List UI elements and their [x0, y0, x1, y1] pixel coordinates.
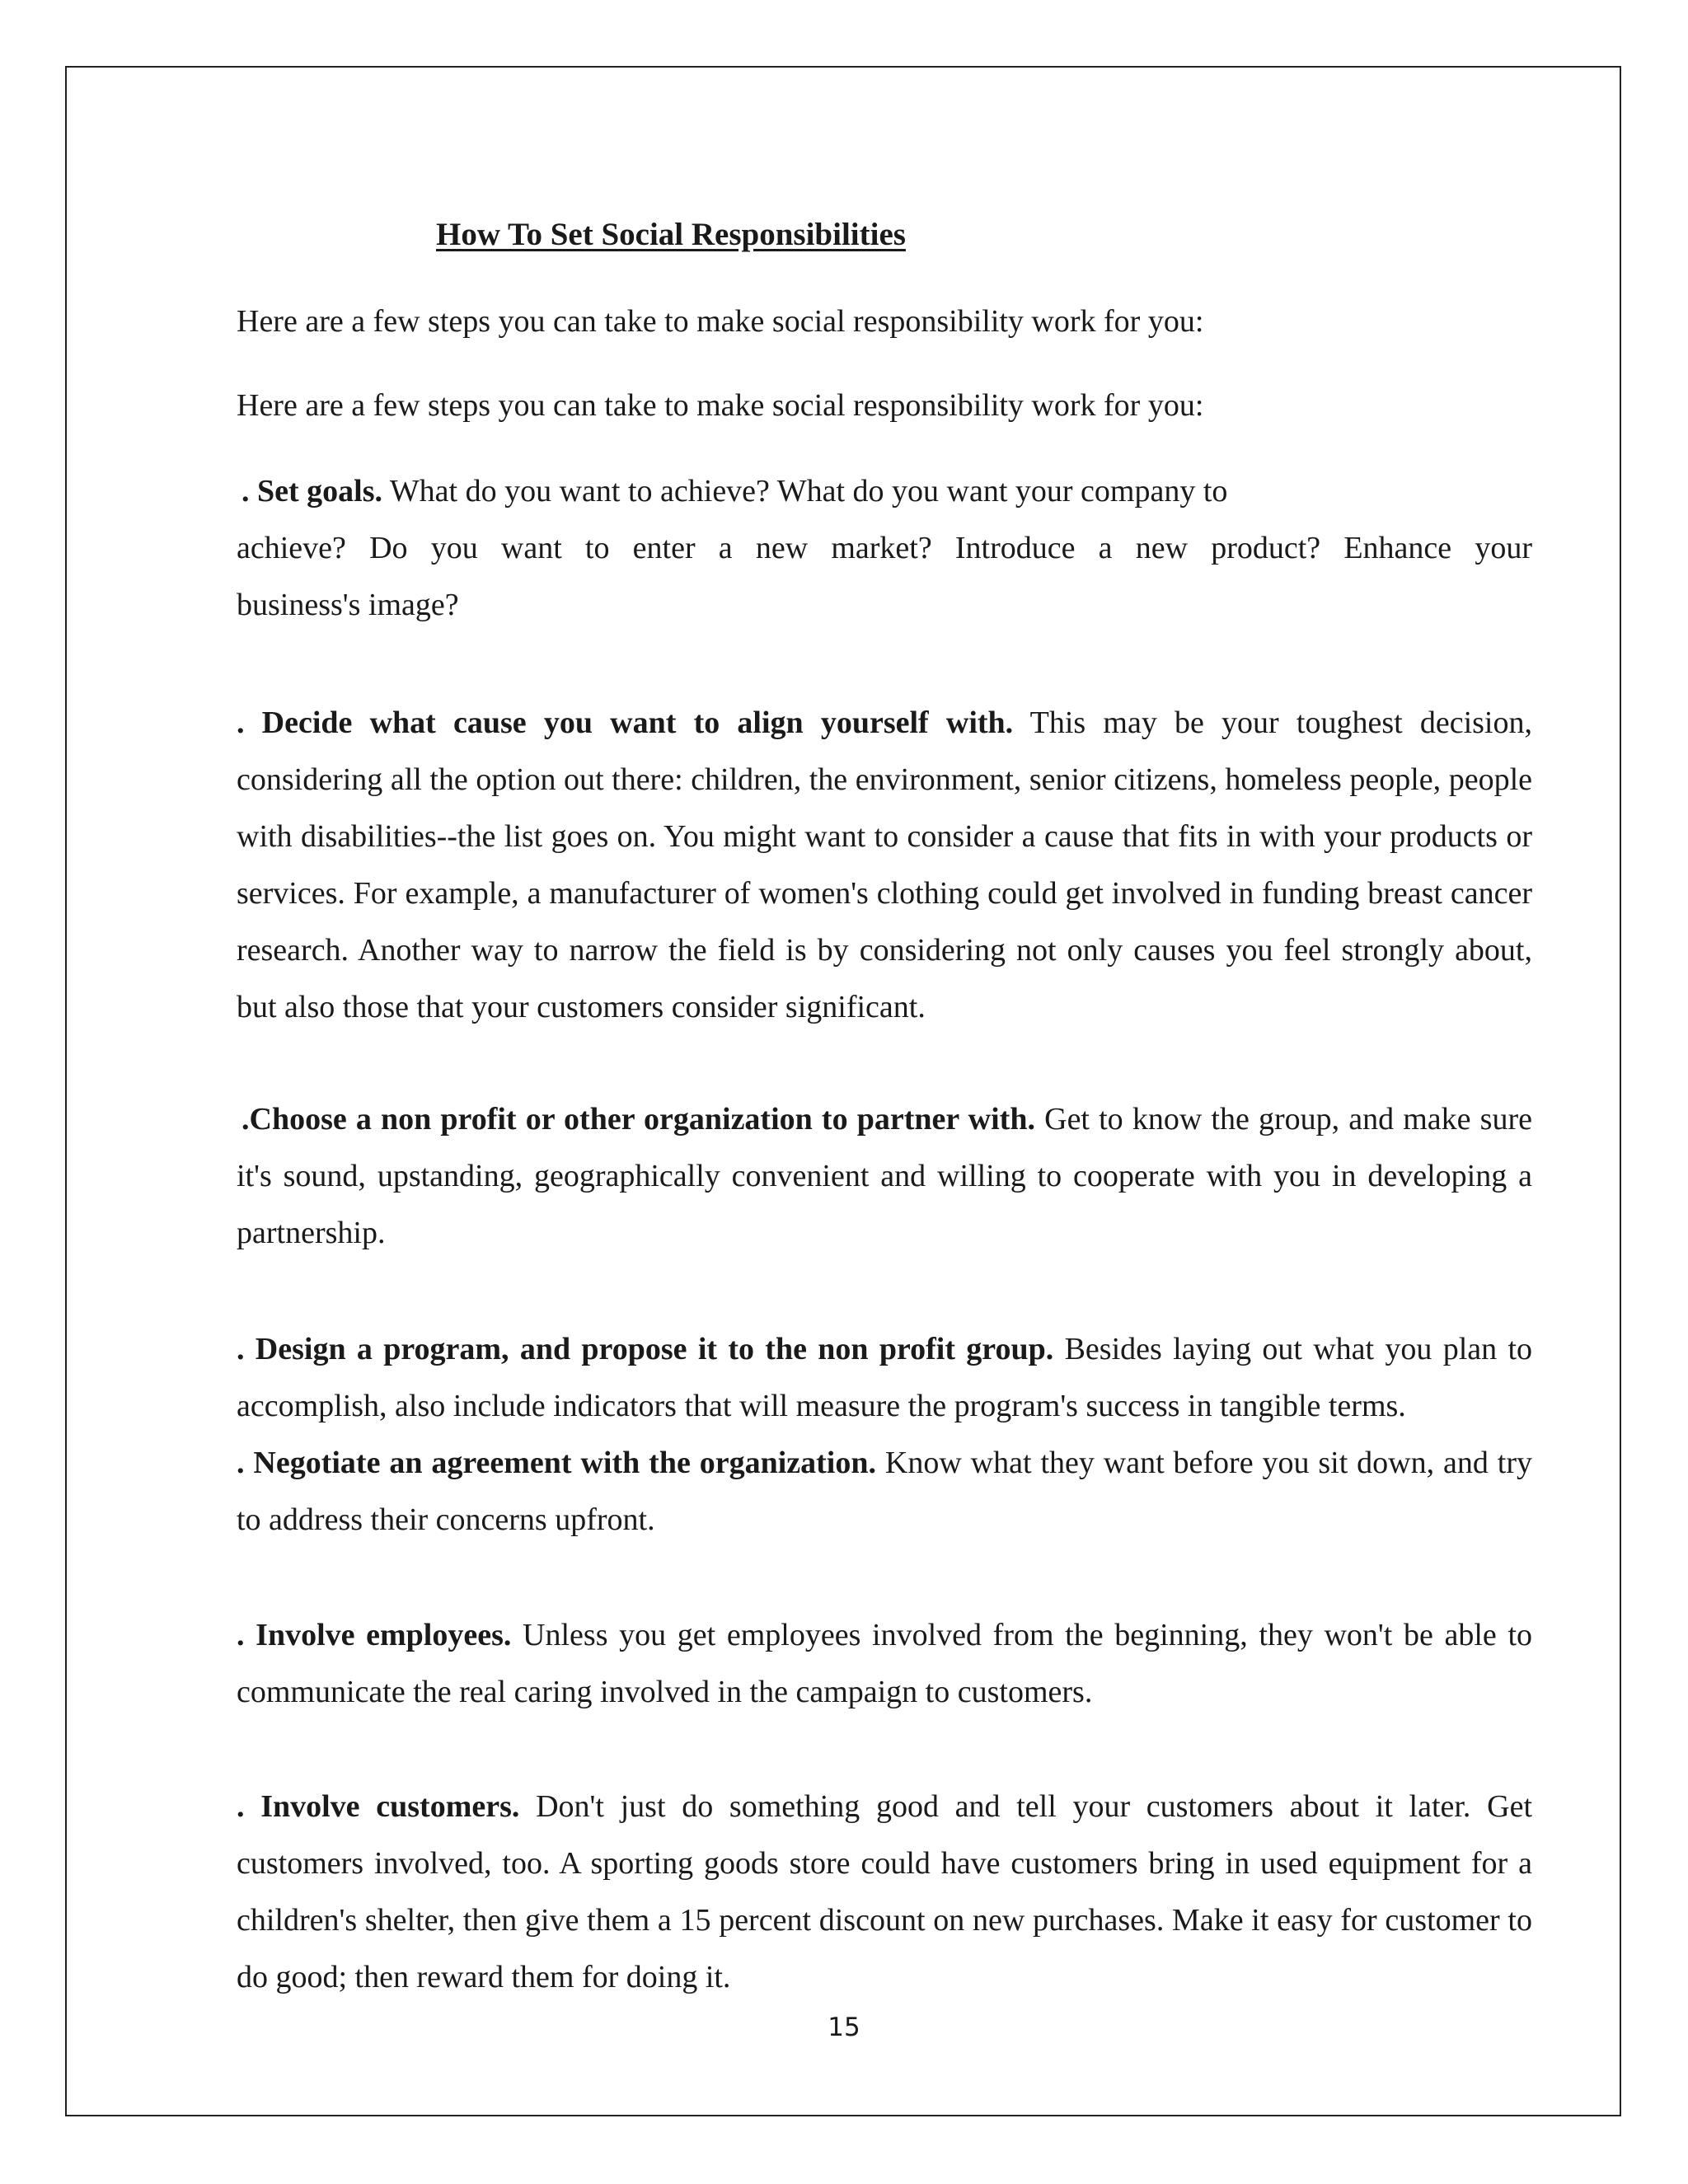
paragraph-set-goals [237, 463, 1532, 634]
involve-customers-heading: . Involve customers. [237, 1789, 520, 1824]
paragraph-involve-customers [237, 1779, 1532, 2006]
involve-employees-heading: . Involve employees. [237, 1618, 512, 1652]
choose-partner-text: Get to know the group, and make sure it's sound, upstanding, geographically convenient and willing to cooperate with you in developing a partnership. [237, 1102, 1532, 1250]
design-program-heading: . Design a program, and propose it to the non profit group. [237, 1332, 1054, 1366]
intro-line: Here are a few steps you can take to make social responsibility work for you: [237, 304, 1204, 339]
set-goals-line1 [237, 463, 1532, 520]
page-title: How To Set Social Responsibilities [436, 217, 906, 252]
paragraph-design-program [237, 1321, 1532, 1435]
intro-line-repeat: Here are a few steps you can take to make social responsibility work for you: [237, 388, 1204, 423]
page-number: 15 [828, 2013, 860, 2042]
negotiate-agreement-text: Know what they want before you sit down, and try to address their concerns upfront. [237, 1446, 1532, 1537]
set-goals-text1: What do you want to achieve? What do you want your company to [382, 474, 1228, 509]
set-goals-line2: achieve? Do you want to enter a new market? Introduce a new product? Enhance your [237, 531, 1532, 565]
choose-partner-heading: .Choose a non profit or other organization to partner with. [241, 1102, 1035, 1137]
paragraph-decide-cause [237, 695, 1532, 1036]
paragraph-negotiate-agreement [237, 1435, 1532, 1549]
set-goals-line3: business's image? [237, 588, 459, 622]
set-goals-heading: . Set goals. [241, 474, 382, 509]
design-program-text: Besides laying out what you plan to accomplish, also include indicators that will measure the program's success in tangible terms. [237, 1332, 1532, 1423]
paragraph-involve-employees [237, 1607, 1532, 1721]
decide-cause-heading: . Decide what cause you want to align yourself with. [237, 705, 1014, 740]
decide-cause-text: This may be your toughest decision, considering all the option out there: children, the environment, senior citizens, homeless people, people with disabilities--the list goes on. You might want to consider a cause that fits in with your products or services. For example, a manufacturer of women's clothing could get involved in funding breast cancer research. Another way to narrow the field is by considering not only causes you feel strongly about, but also those that your customers consider significant. [237, 705, 1532, 1024]
involve-customers-text: Don't just do something good and tell your customers about it later. Get customers involved, too. A sporting goods store could have customers bring in used equipment for a children's shelter, then give them a 15 percent discount on new purchases. Make it easy for customer to do good; then reward them for doing it. [237, 1789, 1533, 1994]
negotiate-agreement-heading: . Negotiate an agreement with the organization. [237, 1446, 876, 1480]
involve-employees-text: Unless you get employees involved from the beginning, they won't be able to communicate the real caring involved in the campaign to customers. [237, 1618, 1533, 1709]
paragraph-choose-partner [237, 1091, 1532, 1262]
